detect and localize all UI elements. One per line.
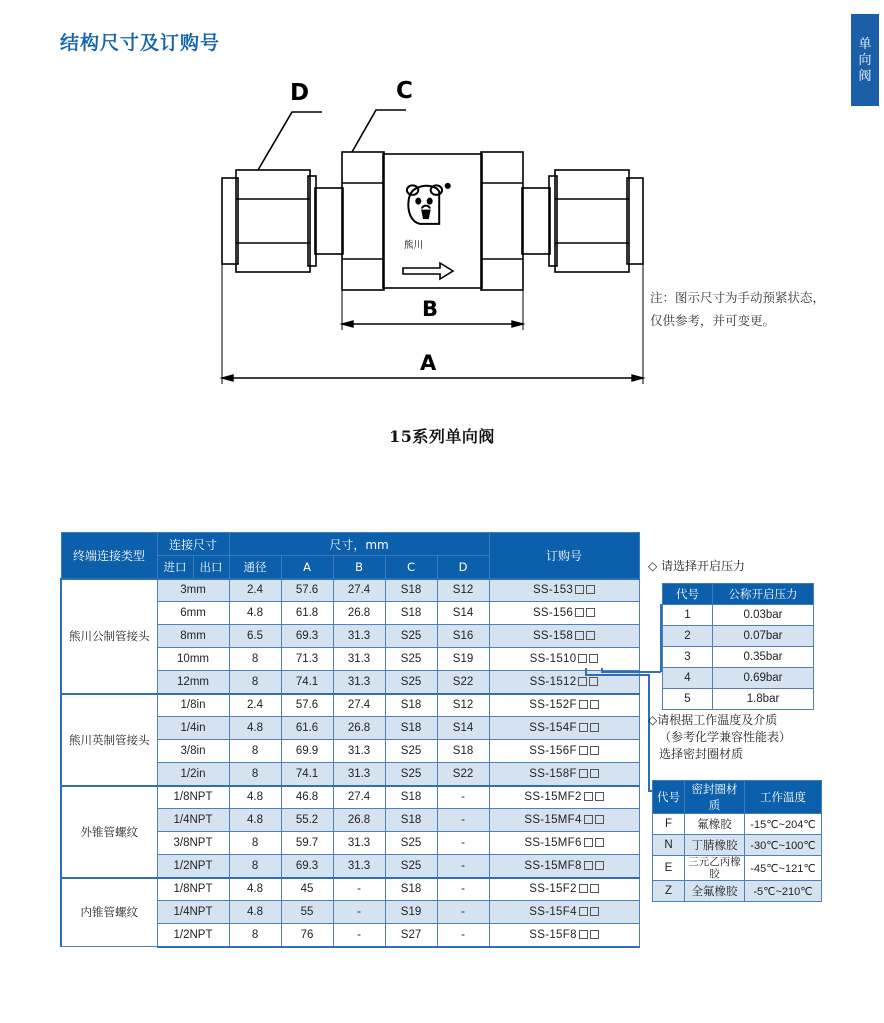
cell-c: S18 — [385, 809, 437, 832]
cell-bore: 8 — [229, 671, 281, 694]
seal-cell-material: 三元乙丙橡胶 — [685, 856, 745, 881]
cell-b: 31.3 — [333, 855, 385, 878]
cell-c: S18 — [385, 786, 437, 809]
dimension-label-c: C — [396, 78, 413, 104]
cell-connection-size: 12mm — [157, 671, 229, 694]
cell-bore: 4.8 — [229, 901, 281, 924]
cell-bore: 4.8 — [229, 786, 281, 809]
figure-caption: 15系列单向阀 — [389, 427, 495, 446]
pressure-cell-code: 3 — [663, 647, 713, 668]
cell-c: S27 — [385, 924, 437, 947]
header-order-no: 订购号 — [489, 533, 639, 579]
cell-b: 26.8 — [333, 809, 385, 832]
order-code-box-seal — [590, 746, 599, 755]
order-code-box-seal — [590, 700, 599, 709]
pressure-header-code: 代号 — [663, 584, 713, 605]
cell-connection-size: 3mm — [157, 579, 229, 602]
seal-cell-material: 丁腈橡胶 — [685, 835, 745, 856]
cell-a: 46.8 — [281, 786, 333, 809]
order-code-box-seal — [590, 769, 599, 778]
seal-material-table — [652, 780, 822, 902]
order-code-box-pressure — [575, 608, 584, 617]
cell-order-number: SS-15F2 — [489, 878, 639, 901]
order-code-box-pressure — [579, 930, 588, 939]
cell-connection-size: 1/8NPT — [157, 878, 229, 901]
cell-connection-size: 10mm — [157, 648, 229, 671]
seal-row — [653, 835, 822, 856]
order-code-box-pressure — [579, 723, 588, 732]
seal-selection-note — [648, 712, 843, 763]
callout-line-seal-horiz — [585, 674, 650, 676]
cell-connection-size: 8mm — [157, 625, 229, 648]
cell-c: S25 — [385, 832, 437, 855]
seal-cell-temperature: -5℃~210℃ — [745, 881, 822, 902]
cell-b: 27.4 — [333, 694, 385, 717]
pressure-row — [663, 668, 814, 689]
cell-a: 69.9 — [281, 740, 333, 763]
header-inlet: 进口 — [157, 556, 193, 579]
side-tab-char-2: 向 — [858, 52, 872, 68]
drawing-note: 注：图示尺寸为手动预紧状态，仅供参考，并可变更。 — [650, 290, 826, 328]
order-code-box-seal — [590, 884, 599, 893]
seal-row — [653, 856, 822, 881]
cell-order-number: SS-153 — [489, 579, 639, 602]
pressure-row — [663, 626, 814, 647]
header-dimensions: 尺寸，mm — [229, 533, 489, 556]
pressure-cell-value: 0.03bar — [713, 605, 814, 626]
cell-bore: 4.8 — [229, 878, 281, 901]
cell-order-number: SS-158F — [489, 763, 639, 786]
cell-b: - — [333, 878, 385, 901]
cell-c: S19 — [385, 901, 437, 924]
cell-c: S25 — [385, 740, 437, 763]
cell-a: 69.3 — [281, 625, 333, 648]
seal-cell-code: E — [653, 856, 685, 881]
order-code-box-seal — [595, 861, 604, 870]
cell-order-number: SS-15F4 — [489, 901, 639, 924]
cell-order-number: SS-158 — [489, 625, 639, 648]
cell-c: S18 — [385, 878, 437, 901]
header-bore: 通径 — [229, 556, 281, 579]
cell-d: S18 — [437, 740, 489, 763]
side-tab-check-valve — [851, 14, 879, 106]
cell-d: - — [437, 901, 489, 924]
order-code-box-pressure — [575, 585, 584, 594]
brand-logo-text: 熊川 — [404, 240, 424, 251]
cell-order-number: SS-15MF6 — [489, 832, 639, 855]
seal-cell-material: 全氟橡胶 — [685, 881, 745, 902]
header-outlet: 出口 — [193, 556, 229, 579]
cell-a: 59.7 — [281, 832, 333, 855]
cell-a: 57.6 — [281, 694, 333, 717]
cell-a: 69.3 — [281, 855, 333, 878]
cell-connection-size: 1/2in — [157, 763, 229, 786]
seal-cell-temperature: -45℃~121℃ — [745, 856, 822, 881]
cell-c: S18 — [385, 694, 437, 717]
dimension-label-b: B — [422, 297, 439, 321]
cell-c: S25 — [385, 671, 437, 694]
table-row — [61, 878, 639, 901]
order-code-box-seal — [590, 907, 599, 916]
cell-d: - — [437, 786, 489, 809]
pressure-cell-code: 4 — [663, 668, 713, 689]
order-code-box-pressure — [579, 700, 588, 709]
cell-order-number: SS-15MF2 — [489, 786, 639, 809]
cell-a: 45 — [281, 878, 333, 901]
cell-bore: 6.5 — [229, 625, 281, 648]
cell-d: - — [437, 832, 489, 855]
cell-bore: 4.8 — [229, 809, 281, 832]
cell-b: 31.3 — [333, 648, 385, 671]
cell-order-number: SS-15MF4 — [489, 809, 639, 832]
cell-d: - — [437, 855, 489, 878]
seal-table-body — [653, 814, 822, 902]
seal-header-code: 代号 — [653, 781, 685, 814]
cell-b: - — [333, 924, 385, 947]
connection-type-cell: 熊川英制管接头 — [61, 694, 157, 786]
cell-connection-size: 3/8NPT — [157, 832, 229, 855]
cell-bore: 2.4 — [229, 579, 281, 602]
pressure-cell-value: 0.69bar — [713, 668, 814, 689]
cell-connection-size: 1/4NPT — [157, 901, 229, 924]
side-tab-char-1: 单 — [858, 36, 872, 52]
pressure-selection-note: ◇ 请选择开启压力 — [648, 559, 746, 573]
cell-connection-size: 1/2NPT — [157, 924, 229, 947]
cell-a: 74.1 — [281, 671, 333, 694]
page-title: 结构尺寸及订购号 — [60, 32, 221, 54]
cell-connection-size: 1/8NPT — [157, 786, 229, 809]
header-a: A — [281, 556, 333, 579]
cell-connection-size: 1/8in — [157, 694, 229, 717]
seal-cell-temperature: -30℃~100℃ — [745, 835, 822, 856]
cell-b: 27.4 — [333, 786, 385, 809]
cell-d: S22 — [437, 671, 489, 694]
seal-header-material: 密封圈材质 — [685, 781, 745, 814]
cell-order-number: SS-15F8 — [489, 924, 639, 947]
order-code-box-pressure — [579, 884, 588, 893]
cell-c: S25 — [385, 855, 437, 878]
cell-a: 61.8 — [281, 602, 333, 625]
cell-b: 27.4 — [333, 579, 385, 602]
table-row — [61, 694, 639, 717]
cell-bore: 8 — [229, 855, 281, 878]
cell-d: - — [437, 809, 489, 832]
cell-d: S19 — [437, 648, 489, 671]
cell-d: S14 — [437, 717, 489, 740]
cell-d: S12 — [437, 694, 489, 717]
cell-connection-size: 1/2NPT — [157, 855, 229, 878]
cell-bore: 8 — [229, 740, 281, 763]
pressure-table-body — [663, 605, 814, 710]
seal-row — [653, 814, 822, 835]
pressure-cell-value: 0.35bar — [713, 647, 814, 668]
order-code-box-pressure — [579, 769, 588, 778]
cell-order-number: SS-1512 — [489, 671, 639, 694]
order-code-box-seal — [595, 838, 604, 847]
cell-a: 55.2 — [281, 809, 333, 832]
cell-d: - — [437, 878, 489, 901]
cell-c: S25 — [385, 763, 437, 786]
pressure-row — [663, 689, 814, 710]
cell-a: 55 — [281, 901, 333, 924]
seal-note-line-1: ◇请根据工作温度及介质 — [648, 713, 778, 727]
cell-connection-size: 1/4in — [157, 717, 229, 740]
order-code-box-pressure — [578, 677, 587, 686]
cell-c: S25 — [385, 648, 437, 671]
cell-a: 76 — [281, 924, 333, 947]
cell-bore: 8 — [229, 924, 281, 947]
order-code-box-seal — [595, 815, 604, 824]
seal-cell-code: F — [653, 814, 685, 835]
cell-c: S18 — [385, 717, 437, 740]
order-code-box-pressure — [584, 815, 593, 824]
order-code-box-pressure — [579, 907, 588, 916]
cell-a: 57.6 — [281, 579, 333, 602]
dimension-label-d: D — [290, 80, 310, 106]
cell-b: 31.3 — [333, 740, 385, 763]
cell-b: 31.3 — [333, 832, 385, 855]
order-code-box-seal — [586, 631, 595, 640]
pressure-cell-value: 0.07bar — [713, 626, 814, 647]
header-c: C — [385, 556, 437, 579]
cell-a: 61.6 — [281, 717, 333, 740]
order-code-box-seal — [589, 677, 598, 686]
order-code-box-pressure — [575, 631, 584, 640]
cell-order-number: SS-156F — [489, 740, 639, 763]
cell-b: 26.8 — [333, 717, 385, 740]
cell-d: S22 — [437, 763, 489, 786]
side-tab-char-3: 阀 — [858, 68, 872, 84]
cell-bore: 4.8 — [229, 717, 281, 740]
header-b: B — [333, 556, 385, 579]
seal-cell-material: 氟橡胶 — [685, 814, 745, 835]
cell-order-number: SS-15MF8 — [489, 855, 639, 878]
header-d: D — [437, 556, 489, 579]
table-row — [61, 579, 639, 602]
order-code-box-pressure — [578, 654, 587, 663]
cell-bore: 4.8 — [229, 602, 281, 625]
flow-direction-arrow — [403, 263, 453, 279]
pressure-cell-value: 1.8bar — [713, 689, 814, 710]
cell-b: 31.3 — [333, 625, 385, 648]
seal-header-temperature: 工作温度 — [745, 781, 822, 814]
cell-connection-size: 1/4NPT — [157, 809, 229, 832]
cell-connection-size: 6mm — [157, 602, 229, 625]
cell-d: S14 — [437, 602, 489, 625]
cell-b: 31.3 — [333, 763, 385, 786]
cell-d: S12 — [437, 579, 489, 602]
seal-note-line-2: （参考化学兼容性能表） — [659, 730, 792, 744]
cell-b: 26.8 — [333, 602, 385, 625]
cell-a: 71.3 — [281, 648, 333, 671]
cell-order-number: SS-156 — [489, 602, 639, 625]
order-code-box-pressure — [584, 792, 593, 801]
dimensions-order-table — [60, 532, 640, 948]
cell-c: S18 — [385, 579, 437, 602]
order-code-box-seal — [586, 608, 595, 617]
order-code-box-seal — [589, 654, 598, 663]
order-code-box-pressure — [584, 838, 593, 847]
connection-type-cell: 熊川公制管接头 — [61, 579, 157, 694]
header-end-connection: 终端连接类型 — [61, 533, 157, 579]
cell-order-number: SS-154F — [489, 717, 639, 740]
dimensions-table-body — [61, 579, 639, 947]
valve-drawing-svg — [200, 66, 660, 406]
connection-type-cell: 内锥管螺纹 — [61, 878, 157, 947]
pressure-cell-code: 2 — [663, 626, 713, 647]
cell-order-number: SS-1510 — [489, 648, 639, 671]
seal-row — [653, 881, 822, 902]
seal-cell-code: N — [653, 835, 685, 856]
seal-cell-temperature: -15℃~204℃ — [745, 814, 822, 835]
order-code-box-pressure — [584, 861, 593, 870]
pressure-cell-code: 5 — [663, 689, 713, 710]
order-code-box-seal — [595, 792, 604, 801]
cell-a: 74.1 — [281, 763, 333, 786]
pressure-header-value: 公称开启压力 — [713, 584, 814, 605]
cell-connection-size: 3/8in — [157, 740, 229, 763]
cell-d: S16 — [437, 625, 489, 648]
pressure-row — [663, 605, 814, 626]
cell-c: S18 — [385, 602, 437, 625]
callout-line-pressure-horiz — [601, 671, 661, 673]
connection-type-cell: 外锥管螺纹 — [61, 786, 157, 878]
cell-d: - — [437, 924, 489, 947]
order-code-box-pressure — [579, 746, 588, 755]
cell-c: S25 — [385, 625, 437, 648]
order-code-box-seal — [586, 585, 595, 594]
pressure-cell-code: 1 — [663, 605, 713, 626]
order-code-box-seal — [590, 723, 599, 732]
cracking-pressure-table — [662, 583, 814, 710]
seal-note-line-3: 选择密封圈材质 — [659, 747, 744, 761]
order-code-box-seal — [590, 930, 599, 939]
seal-cell-code: Z — [653, 881, 685, 902]
cell-b: - — [333, 901, 385, 924]
cell-order-number: SS-152F — [489, 694, 639, 717]
cell-bore: 8 — [229, 648, 281, 671]
cell-b: 31.3 — [333, 671, 385, 694]
valve-assembly-drawing — [200, 66, 660, 406]
table-row — [61, 786, 639, 809]
header-connection-size: 连接尺寸 — [157, 533, 229, 556]
brand-bear-logo — [407, 183, 451, 224]
dimension-label-a: A — [420, 351, 437, 375]
cell-bore: 2.4 — [229, 694, 281, 717]
cell-bore: 8 — [229, 763, 281, 786]
pressure-row — [663, 647, 814, 668]
cell-bore: 8 — [229, 832, 281, 855]
